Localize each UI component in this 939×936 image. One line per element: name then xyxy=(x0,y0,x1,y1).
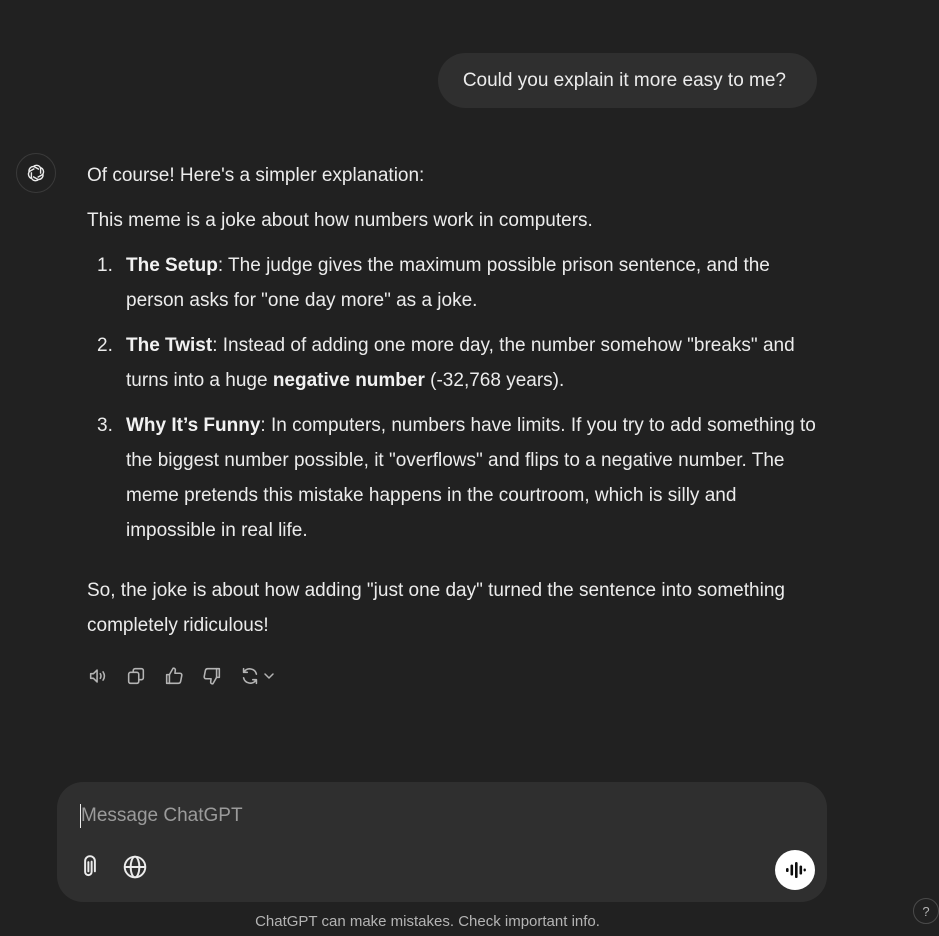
user-message-text: Could you explain it more easy to me? xyxy=(462,69,786,91)
list-item-text: : In computers, numbers have limits. If you try to add something to the biggest number possible, it "overflows" and flips to a negative number. The meme pretends this mistake happens in the courtroom, which is silly and impossible in real life. xyxy=(126,415,816,541)
list-item-number: 3. xyxy=(97,415,113,436)
list-item-number: 2. xyxy=(97,335,113,356)
assistant-lead: This meme is a joke about how numbers work in computers. xyxy=(87,210,593,231)
explanation-list xyxy=(87,248,822,548)
list-item-text: : The judge gives the maximum possible prison sentence, and the person asks for "one day more" as a joke. xyxy=(126,255,770,311)
regenerate-button[interactable] xyxy=(239,662,281,690)
help-button[interactable]: ? xyxy=(913,898,939,924)
list-item-title: Why It’s Funny xyxy=(126,415,261,436)
regenerate-icon xyxy=(239,665,261,687)
voice-mode-button[interactable] xyxy=(775,850,815,890)
voice-mode-icon xyxy=(783,858,807,882)
openai-logo-icon xyxy=(24,161,48,185)
list-item-number: 1. xyxy=(97,255,113,276)
thumbs-up-icon xyxy=(163,665,185,687)
list-item xyxy=(87,408,822,548)
assistant-avatar xyxy=(16,153,56,193)
list-item-text-after: (-32,768 years). xyxy=(424,370,565,391)
copy-icon xyxy=(125,665,147,687)
assistant-outro: So, the joke is about how adding "just one day" turned the sentence into something completely ridiculous! xyxy=(87,580,785,636)
disclaimer-text: ChatGPT can make mistakes. Check important info. xyxy=(255,913,600,930)
list-item-title: The Setup xyxy=(126,255,218,276)
thumbs-down-icon xyxy=(201,665,223,687)
list-item xyxy=(87,328,822,398)
paperclip-icon xyxy=(77,854,103,880)
user-message-bubble xyxy=(438,53,817,108)
list-item-text: : Instead of adding one more day, the number somehow "breaks" and turns into a huge xyxy=(126,335,795,391)
list-item-bold-inline: negative number xyxy=(272,370,425,391)
search-web-button[interactable] xyxy=(121,853,149,881)
globe-icon xyxy=(122,854,148,880)
good-response-button[interactable] xyxy=(163,662,201,690)
copy-button[interactable] xyxy=(125,662,163,690)
message-composer xyxy=(57,782,827,902)
bad-response-button[interactable] xyxy=(201,662,239,690)
attach-button[interactable] xyxy=(76,853,104,881)
read-aloud-button[interactable] xyxy=(87,662,125,690)
list-item-title: The Twist xyxy=(126,335,213,356)
chevron-down-icon xyxy=(263,670,275,682)
list-item xyxy=(87,248,822,318)
read-aloud-icon xyxy=(87,665,109,687)
assistant-message xyxy=(87,158,822,643)
message-input[interactable]: Message ChatGPT xyxy=(81,805,243,826)
assistant-intro: Of course! Here's a simpler explanation: xyxy=(87,165,425,186)
message-action-bar xyxy=(87,662,281,690)
